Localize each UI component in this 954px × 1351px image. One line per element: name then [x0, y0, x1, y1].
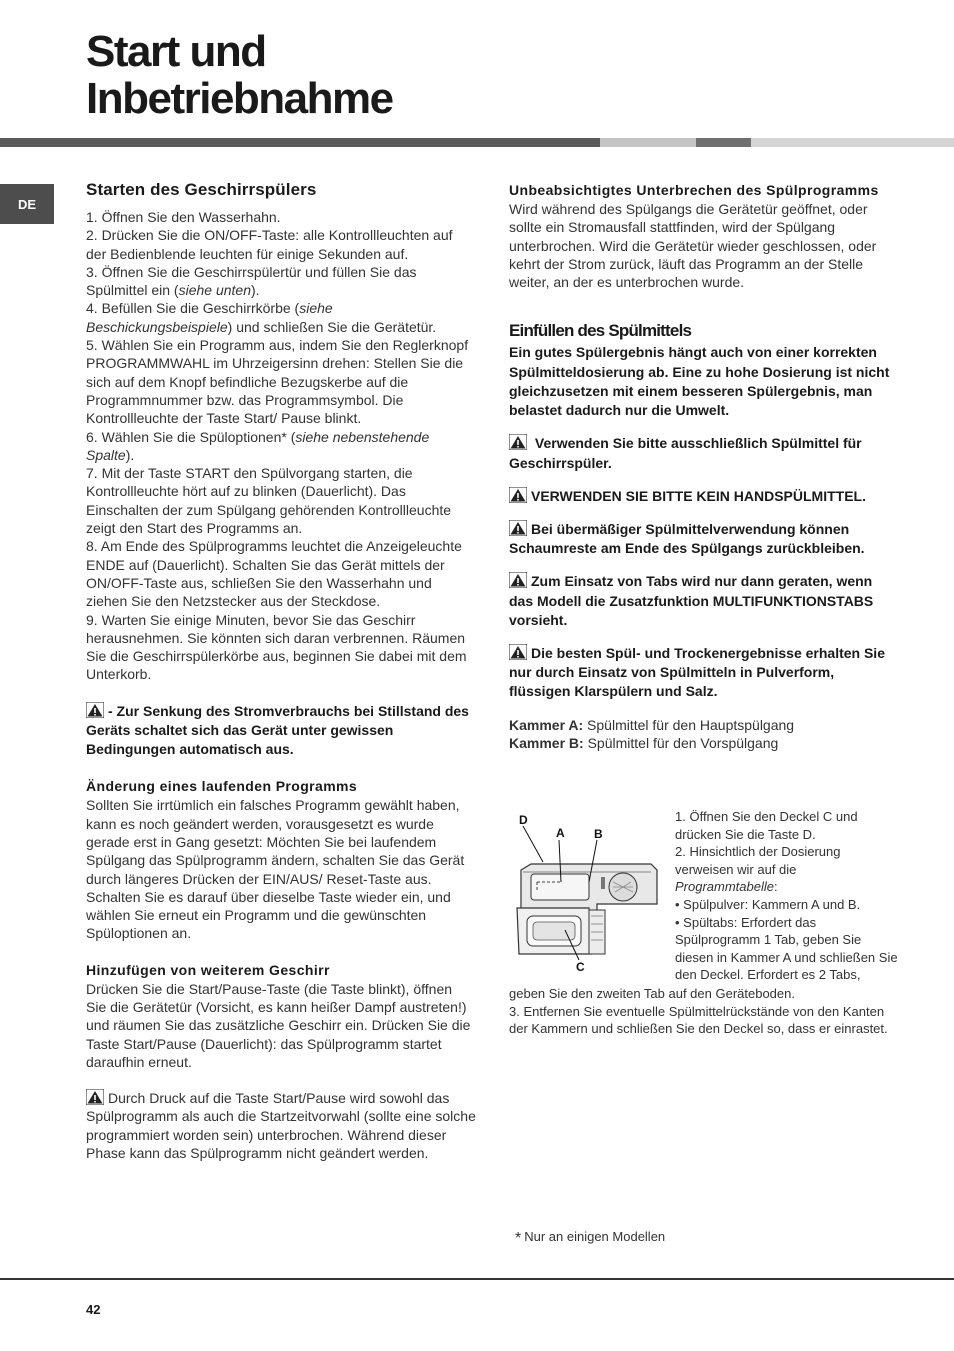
section-heading-interrupt: Unbeabsichtigtes Unterbrechen des Spülprogramms — [509, 182, 879, 198]
warning-icon — [86, 1089, 104, 1105]
dispenser-instructions — [675, 808, 900, 984]
warning-icon — [509, 572, 527, 588]
header-bar-segment — [696, 138, 751, 147]
header-bar-segment — [0, 138, 600, 147]
warning-icon — [86, 702, 104, 718]
detergent-warning-1: Verwenden Sie bitte ausschließlich Spülmittel für Geschirrspüler. — [509, 435, 862, 471]
warning-icon — [509, 520, 527, 536]
step-4: 4. Befüllen Sie die Geschirrkörbe (siehe Beschickungsbeispiele) und schließen Sie die Gerätetür. — [86, 300, 437, 335]
footnote-star: * — [515, 1230, 522, 1247]
instruction-bullet-2-continued: geben Sie den zweiten Tab auf den Geräteboden. — [509, 986, 795, 1001]
left-column — [86, 180, 476, 1162]
detergent-dispenser-diagram — [509, 812, 669, 977]
chamber-b: Kammer B: Spülmittel für den Vorspülgang — [509, 734, 779, 751]
instruction-2: 2. Hinsichtlich der Dosierung verweisen wir auf die Programmtabelle: — [675, 844, 841, 895]
dispenser-instructions-continued — [509, 985, 899, 1038]
step-1: 1. Öffnen Sie den Wasserhahn. — [86, 209, 281, 225]
label-c: C — [576, 960, 585, 974]
label-d: D — [519, 813, 528, 827]
step-2: 2. Drücken Sie die ON/OFF-Taste: alle Kontrollleuchten auf der Bedienblende leuchten für einige Sekunden auf. — [86, 227, 453, 262]
warning-icon — [509, 434, 527, 450]
right-column — [509, 181, 899, 752]
section-heading-start: Starten des Geschirrspülers — [86, 180, 317, 199]
detergent-warning-5: Die besten Spül- und Trockenergebnisse erhalten Sie nur durch Einsatz von Spülmitteln in Pulverform, flüssigen Klarspülern und Salz. — [509, 644, 885, 700]
page-number: 42 — [86, 1302, 101, 1317]
step-8: 8. Am Ende des Spülprogramms leuchtet die Anzeigeleuchte ENDE auf (Dauerlicht). Schalten Sie das Gerät mittels der ON/OFF-Taste aus, schließen Sie den Wasserhahn und ziehen Sie den Netzstecker aus der Steckdose. — [86, 538, 462, 610]
warning-icon — [509, 644, 527, 660]
footer-rule — [0, 1278, 954, 1280]
detergent-warning-2: VERWENDEN SIE BITTE KEIN HANDSPÜLMITTEL. — [509, 487, 899, 506]
change-text: Sollten Sie irrtümlich ein falsches Programm gewählt haben, kann es noch geändert werden, vorausgesetzt es wurde gerade erst in Gang gesetzt: Möchten Sie bei laufendem Spülgang das Spülprogramm ändern, schalten Sie das Gerät durch längeres Drücken der EIN/AUS/ Reset-Taste aus. Schalten Sie es darauf über dieselbe Taste wieder ein, und wählen Sie erneut ein Programm und die gewünschten Spüloptionen an. — [86, 797, 465, 942]
step-6: 6. Wählen Sie die Spüloptionen* (siehe nebenstehende Spalte). — [86, 428, 430, 463]
step-7: 7. Mit der Taste START den Spülvorgang starten, die Kontrollleuchte hört auf zu blinken (Dauerlicht). Das Einschalten der zum Spülgang gehörenden Kontrollleuchte zeigt den Start des Programms an. — [86, 465, 452, 537]
chamber-a: Kammer A: Spülmittel für den Hauptspülgang — [509, 716, 795, 733]
instruction-bullet-2: • Spültabs: Erfordert das Spülprogramm 1 Tab, geben Sie diesen in Kammer A und schließen Sie den Deckel. Erfordert es 2 Tabs, — [675, 914, 898, 983]
title-line-1: Start und — [86, 27, 266, 76]
label-a: A — [556, 826, 565, 840]
header-bar-segment — [600, 138, 696, 147]
header-bar-segment — [751, 138, 954, 147]
footnote: * Nur an einigen Modellen — [515, 1229, 666, 1247]
instruction-bullet-1: • Spülpulver: Kammern A und B. — [675, 896, 861, 912]
language-tab: DE — [0, 184, 54, 224]
energy-warning: - Zur Senkung des Stromverbrauchs bei Stillstand des Geräts schaltet sich das Gerät unter gewissen Bedingungen automatisch aus. — [86, 702, 469, 758]
warning-icon — [509, 487, 527, 503]
detergent-warning-3: Bei übermäßiger Spülmittelverwendung können Schaumreste am Ende des Spülgangs zurückbleiben. — [509, 520, 865, 557]
detergent-warning-4: Zum Einsatz von Tabs wird nur dann geraten, wenn das Modell die Zusatzfunktion MULTIFUNKTIONSTABS vorsieht. — [509, 573, 874, 628]
instruction-3: 3. Entfernen Sie eventuelle Spülmittelrückstände von den Kanten der Kammern und schließen Sie den Deckel so, dass er einrastet. — [509, 1003, 888, 1037]
step-9: 9. Warten Sie einige Minuten, bevor Sie das Geschirr herausnehmen. Sie könnten sich daran verbrennen. Räumen Sie die Geschirrspülerkörbe aus, beginnen Sie dabei mit dem Unterkorb. — [86, 611, 467, 683]
section-heading-change: Änderung eines laufenden Programms — [86, 778, 358, 795]
add-text: Drücken Sie die Start/Pause-Taste (die Taste blinkt), öffnen Sie die Gerätetür (Vorsicht, es kann heißer Dampf austreten!) und räumen Sie das zusätzliche Geschirr ein. Drücken Sie die Taste Start/Pause (Dauerlicht): das Spülprogramm startet daraufhin erneut. — [86, 980, 471, 1070]
title-line-2: Inbetriebnahme — [86, 74, 393, 123]
instruction-1: 1. Öffnen Sie den Deckel C und drücken Sie die Taste D. — [675, 809, 858, 842]
step-3: 3. Öffnen Sie die Geschirrspülertür und füllen Sie das Spülmittel ein (siehe unten). — [86, 263, 417, 299]
interrupt-text: Wird während des Spülgangs die Gerätetür geöffnet, oder sollte ein Stromausfall stattfinden, wird der Spülgang unterbrochen. Wird die Gerätetür wieder geschlossen, oder kehrt der Strom zurück, läuft das Programm an der Stelle weiter, an der es unterbrochen wurde. — [509, 201, 877, 291]
section-heading-add: Hinzufügen von weiterem Geschirr — [86, 961, 330, 978]
step-5: 5. Wählen Sie ein Programm aus, indem Sie den Reglerknopf PROGRAMMWAHL im Uhrzeigersinn drehen: Stellen Sie die sich auf dem Knopf befindliche Bezugskerbe auf die Programmnummer bzw. das Programmsymbol. Die Kontrollleuchte der Taste Start/ Pause blinkt. — [86, 337, 469, 427]
section-heading-detergent: Einfüllen des Spülmittels — [509, 321, 692, 341]
label-b: B — [594, 827, 603, 841]
page-title — [86, 28, 393, 122]
pause-warning: Durch Druck auf die Taste Start/Pause wird sowohl das Spülprogramm als auch die Startzeitvorwahl (sollte eine solche programmiert worden sein) unterbrochen. Während dieser Phase kann das Spülprogramm nicht geändert werden. — [86, 1090, 476, 1162]
detergent-intro: Ein gutes Spülergebnis hängt auch von einer korrekten Spülmitteldosierung ab. Eine zu hohe Dosierung ist nicht gleichzusetzen mit einem besseren Spülergebnis, man belastet dadurch nur die Umwelt. — [509, 344, 890, 419]
